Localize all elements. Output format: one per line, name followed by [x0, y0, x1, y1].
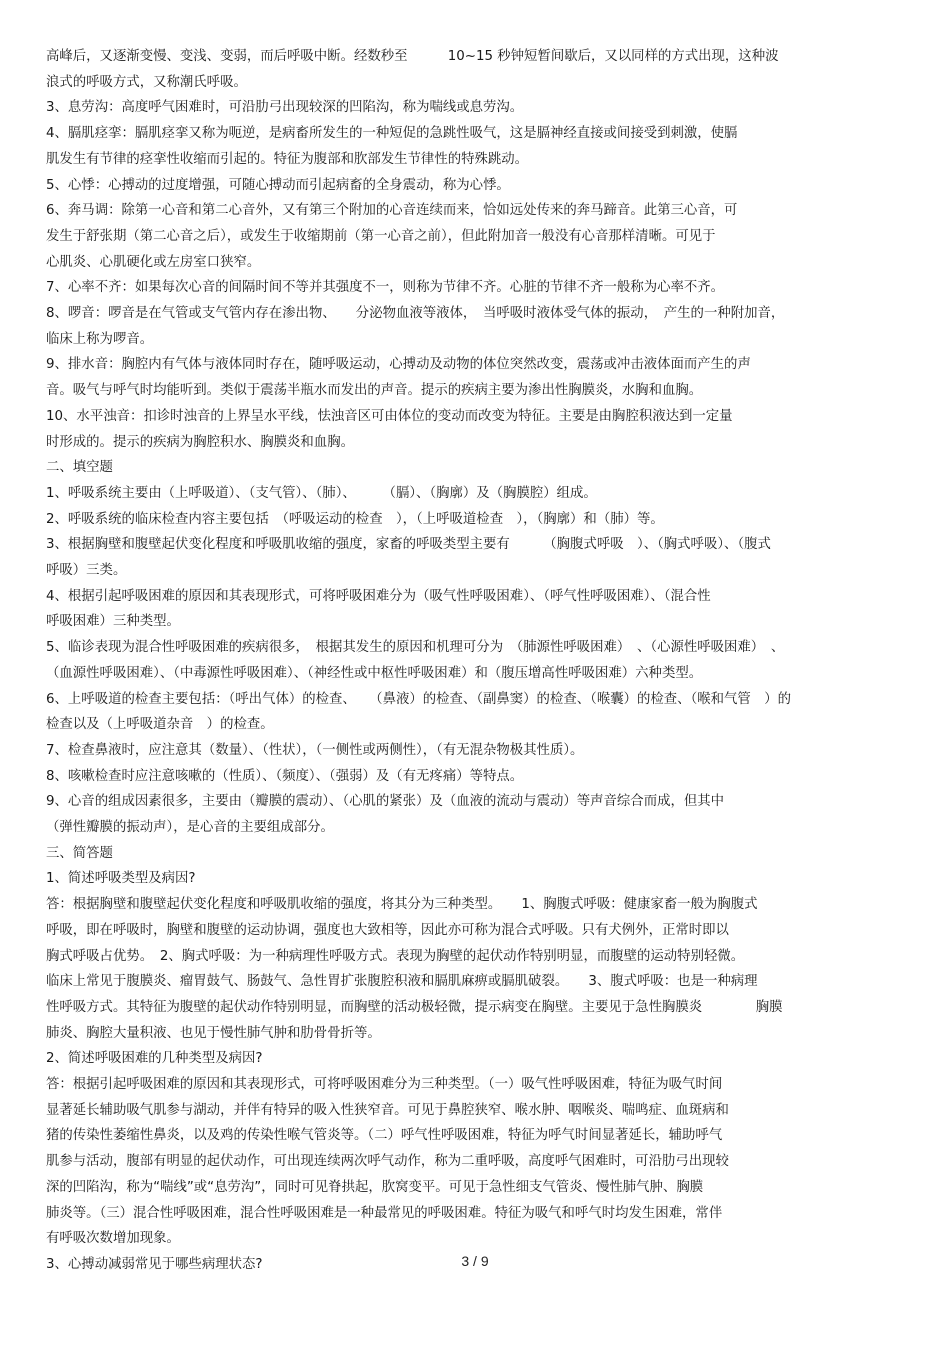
- text-line: 答：根据引起呼吸困难的原因和其表现形式，可将呼吸困难分为三种类型。（一）吸气性呼吸困难，特征为吸气时间: [46, 1077, 723, 1092]
- text-line: 2、简述呼吸困难的几种类型及病因?: [46, 1051, 263, 1066]
- text-line: 时形成的。提示的疾病为胸腔积水、胸膜炎和血胸。: [46, 435, 354, 450]
- text-line: 5、临诊表现为混合性呼吸困难的疾病很多， 根据其发生的原因和机理可分为 （肺源性呼吸困难） 、（心源性呼吸困难） 、: [46, 640, 785, 655]
- text-line: （弹性瓣膜的振动声），是心音的主要组成部分。: [46, 820, 334, 835]
- text-line: 3、息劳沟：高度呼气困难时，可沿肋弓出现较深的凹陷沟，称为喘线或息劳沟。: [46, 100, 524, 115]
- text-line: 答：根据胸壁和腹壁起伏变化程度和呼吸肌收缩的强度，将其分为三种类型。 1、胸腹式呼吸：健康家畜一般为胸腹式: [46, 897, 758, 912]
- text-line: 3、心搏动减弱常见于哪些病理状态?: [46, 1257, 263, 1272]
- text-line: 检查以及（上呼吸道杂音 ）的检查。: [46, 717, 274, 732]
- text-line: 呼吸，即在呼吸时，胸壁和腹壁的运动协调，强度也大致相等，因此亦可称为混合式呼吸。只有犬例外，正常时即以: [46, 923, 729, 938]
- text-line: 心肌炎、心肌硬化或左房室口狭窄。: [46, 255, 261, 270]
- text-line: 临床上常见于腹膜炎、瘤胃鼓气、肠鼓气、急性胃扩张腹腔积液和膈肌麻痹或膈肌破裂。 3、腹式呼吸：也是一种病理: [46, 974, 758, 989]
- text-line: 6、上呼吸道的检查主要包括：（呼出气体）的检查、 （鼻液）的检查、（副鼻窦）的检查、（喉囊）的检查、（喉和气管 ）的: [46, 692, 791, 707]
- text-line: 二、填空题: [46, 460, 113, 475]
- text-line: 性呼吸方式。其特征为腹壁的起伏动作特别明显，而胸壁的活动极轻微，提示病变在胸壁。主要见于急性胸膜炎 胸膜: [46, 1000, 783, 1015]
- text-line: 胸式呼吸占优势。 2、胸式呼吸：为一种病理性呼吸方式。表现为胸壁的起伏动作特别明显，而腹壁的运动特别轻微。: [46, 949, 745, 964]
- text-line: 临床上称为啰音。: [46, 332, 154, 347]
- text-line: 9、心音的组成因素很多，主要由（瓣膜的震动）、（心肌的紧张）及（血液的流动与震动）等声音综合而成，但其中: [46, 794, 725, 809]
- text-line: 6、奔马调：除第一心音和第二心音外，又有第三个附加的心音连续而来，恰如远处传来的奔马蹄音。此第三心音，可: [46, 203, 738, 218]
- text-line: 呼吸）三类。: [46, 563, 127, 578]
- text-line: 1、简述呼吸类型及病因?: [46, 871, 196, 886]
- text-line: 肌发生有节律的痉挛性收缩而引起的。特征为腹部和肷部发生节律性的特殊跳动。: [46, 152, 529, 167]
- text-line: 8、咳嗽检查时应注意咳嗽的（性质）、（频度）、（强弱）及（有无疼痛）等特点。: [46, 769, 524, 784]
- text-line: 深的凹陷沟，称为“喘线”或“息劳沟”，同时可见脊拱起，肷窝变平。可见于急性细支气管炎、慢性肺气肿、胸膜: [46, 1180, 704, 1195]
- text-line: 肺炎等。（三）混合性呼吸困难，混合性呼吸困难是一种最常见的呼吸困难。特征为吸气和呼气时均发生困难，常伴: [46, 1206, 723, 1221]
- text-line: 7、心率不齐：如果每次心音的间隔时间不等并其强度不一，则称为节律不齐。心脏的节律不齐一般称为心率不齐。: [46, 280, 725, 295]
- text-line: 8、啰音：啰音是在气管或支气管内存在渗出物、 分泌物血液等液体， 当呼吸时液体受气体的振动， 产生的一种附加音，: [46, 306, 785, 321]
- text-line: 肌参与活动，腹部有明显的起伏动作，可出现连续两次呼气动作，称为二重呼吸，高度呼气困难时，可沿肋弓出现较: [46, 1154, 729, 1169]
- text-line: 10、水平浊音：扣诊时浊音的上界呈水平线，怯浊音区可由体位的变动而改变为特征。主要是由胸腔积液达到一定量: [46, 409, 733, 424]
- text-line: 7、检查鼻液时，应注意其（数量）、（性状），（一侧性或两侧性），（有无混杂物极其性质）。: [46, 743, 584, 758]
- text-line: 猪的传染性萎缩性鼻炎，以及鸡的传染性喉气管炎等。（二）呼气性呼吸困难，特征为呼气时间显著延长，辅助呼气: [46, 1128, 723, 1143]
- text-line: 有呼吸次数增加现象。: [46, 1231, 180, 1246]
- text-line: 浪式的呼吸方式，又称潮氏呼吸。: [46, 75, 247, 90]
- text-line: 5、心悸：心搏动的过度增强，可随心搏动而引起病畜的全身震动，称为心悸。: [46, 178, 510, 193]
- text-line: 发生于舒张期（第二心音之后），或发生于收缩期前（第一心音之前），但此附加音一般没有心音那样清晰。可见于: [46, 229, 716, 244]
- text-line: 呼吸困难）三种类型。: [46, 614, 180, 629]
- text-line: 1、呼吸系统主要由（上呼吸道）、（支气管）、（肺）、 （膈）、（胸廓）及（胸膜腔）组成。: [46, 486, 597, 501]
- text-line: 9、排水音：胸腔内有气体与液体同时存在，随呼吸运动，心搏动及动物的体位突然改变，震荡或冲击液体面而产生的声: [46, 357, 751, 372]
- text-line: 3、根据胸壁和腹壁起伏变化程度和呼吸肌收缩的强度，家畜的呼吸类型主要有 （胸腹式呼吸 ）、（胸式呼吸）、（腹式: [46, 537, 771, 552]
- text-line: 4、根据引起呼吸困难的原因和其表现形式，可将呼吸困难分为（吸气性呼吸困难）、（呼气性呼吸困难）、（混合性: [46, 589, 711, 604]
- text-line: 显著延长辅助吸气肌参与湖动，并伴有特异的吸入性狭窄音。可见于鼻腔狭窄、喉水肿、咽喉炎、喘鸣症、血斑病和: [46, 1103, 729, 1118]
- text-line: 音。吸气与呼气时均能听到。类似于震荡半瓶水而发出的声音。提示的疾病主要为渗出性胸膜炎，水胸和血胸。: [46, 383, 703, 398]
- text-line: 2、呼吸系统的临床检查内容主要包括 （呼吸运动的检查 ），（上呼吸道检查 ），（胸廓）和（肺）等。: [46, 512, 664, 527]
- text-line: 三、简答题: [46, 846, 113, 861]
- text-line: 4、膈肌痉挛：膈肌痉挛又称为呃逆，是病畜所发生的一种短促的急跳性吸气，这是膈神经直接或间接受到刺激，使膈: [46, 126, 738, 141]
- text-line: （血源性呼吸困难）、（中毒源性呼吸困难）、（神经性或中枢性呼吸困难）和（腹压增高性呼吸困难）六种类型。: [46, 666, 703, 681]
- page-number: 3 / 9: [461, 1253, 489, 1269]
- text-line: 高峰后，又逐渐变慢、变浅、变弱，而后呼吸中断。经数秒至 10~15 秒钟短暂间歇后，又以同样的方式出现，这种波: [46, 49, 779, 64]
- text-line: 肺炎、胸腔大量积液、也见于慢性肺气肿和肋骨骨折等。: [46, 1026, 381, 1041]
